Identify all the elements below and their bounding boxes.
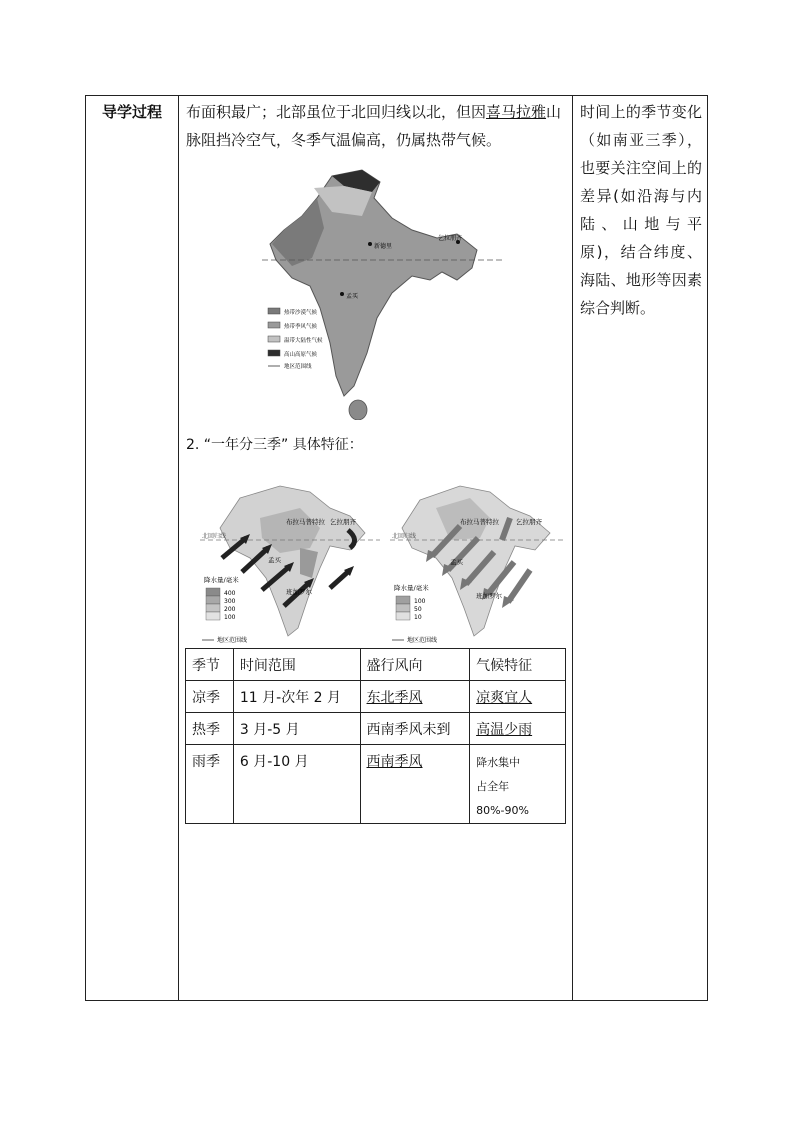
side-note: 时间上的季节变化（如南亚三季），也要关注空间上的差异(如沿海与内陆、山地与平原)，结合纬度、海陆、地形等因素综合判断。 xyxy=(580,103,702,317)
legend-boundary-label: 地区范围线 xyxy=(407,637,438,644)
legend-swatch xyxy=(206,604,220,612)
map-label-newdelhi: 新德里 xyxy=(374,243,393,250)
feature-cell: 凉爽宜人 xyxy=(470,681,566,713)
legend-swatch xyxy=(206,612,220,620)
legend-label: 地区范围线 xyxy=(284,364,312,370)
legend-label: 热带沙漠气候 xyxy=(284,310,318,316)
legend-swatch xyxy=(206,596,220,604)
legend-swatch xyxy=(396,604,410,612)
legend-value: 300 xyxy=(224,598,236,605)
header-cell: 气候特征 xyxy=(470,649,566,681)
map-label-mumbai: 孟买 xyxy=(346,293,359,300)
map-label: 乞拉朋齐 xyxy=(516,518,542,526)
time-cell: 3 月-5 月 xyxy=(233,713,360,745)
season-cell: 雨季 xyxy=(186,745,234,824)
map-label: 乞拉朋齐 xyxy=(330,518,356,526)
legend-value: 100 xyxy=(224,614,236,621)
map-land xyxy=(270,170,477,396)
legend-title: 降水量/毫米 xyxy=(394,584,429,592)
wind-cell: 西南季风 xyxy=(360,745,470,824)
tropic-label: 北回归线 xyxy=(392,533,417,540)
summer-monsoon-map xyxy=(390,478,565,648)
time-cell: 11 月-次年 2 月 xyxy=(233,681,360,713)
south-asia-climate-map xyxy=(262,168,502,420)
season-cell: 热季 xyxy=(186,713,234,745)
himalaya-term: 喜马拉雅 xyxy=(486,103,547,121)
header-cell: 季节 xyxy=(186,649,234,681)
feature-cell: 高温少雨 xyxy=(470,713,566,745)
legend-title: 降水量/毫米 xyxy=(204,576,239,584)
sri-lanka-island xyxy=(349,400,367,420)
map-land xyxy=(220,486,365,636)
item-2-heading: 2. “一年分三季” 具体特征： xyxy=(186,437,363,453)
city-marker xyxy=(368,242,372,246)
legend-label: 温带大陆性气候 xyxy=(284,338,323,344)
legend-swatch xyxy=(268,336,280,342)
seasons-table xyxy=(185,648,566,824)
legend-label: 热带季风气候 xyxy=(284,324,318,330)
map-label-cherrapunji: 乞拉朋齐 xyxy=(438,235,463,242)
table-row xyxy=(186,713,566,745)
map-label: 班加罗尔 xyxy=(286,588,312,596)
wind-cell: 东北季风 xyxy=(360,681,470,713)
legend-swatch xyxy=(396,596,410,604)
legend-value: 50 xyxy=(414,606,422,613)
header-cell: 时间范围 xyxy=(233,649,360,681)
section-label: 导学过程 xyxy=(101,103,162,121)
legend-swatch xyxy=(206,588,220,596)
column-divider-1 xyxy=(178,95,179,1001)
wind-cell: 西南季风未到 xyxy=(360,713,470,745)
legend-swatch xyxy=(268,308,280,314)
feature-line: 降水集中 xyxy=(476,756,521,769)
legend-swatch xyxy=(268,322,280,328)
table-row xyxy=(186,745,566,824)
city-marker xyxy=(340,292,344,296)
legend-value: 200 xyxy=(224,606,236,613)
intro-part1: 布面积最广；北部虽位于北回归线以北，但因 xyxy=(186,103,487,121)
intro-part2: 山脉阻挡冷空气，冬季气温偏高，仍属热带气候。 xyxy=(186,103,562,149)
map-label: 孟买 xyxy=(450,558,463,566)
map-label: 布拉马普特拉 xyxy=(286,518,325,526)
feature-line: 占全年 80%-90% xyxy=(476,780,529,817)
header-cell: 盛行风向 xyxy=(360,649,470,681)
time-cell: 6 月-10 月 xyxy=(233,745,360,824)
map-label: 布拉马普特拉 xyxy=(460,518,499,526)
table-header-row xyxy=(186,649,566,681)
table-row xyxy=(186,681,566,713)
column-divider-2 xyxy=(572,95,573,1001)
legend-swatch xyxy=(268,350,280,356)
legend-value: 400 xyxy=(224,590,236,597)
map-label: 班加罗尔 xyxy=(476,592,502,600)
map1-legend xyxy=(268,308,323,370)
map-label: 孟买 xyxy=(268,556,281,564)
season-cell: 凉季 xyxy=(186,681,234,713)
winter-monsoon-map xyxy=(200,478,380,648)
tropic-label: 北回归线 xyxy=(202,533,227,540)
legend-value: 10 xyxy=(414,614,422,621)
feature-cell xyxy=(470,745,566,824)
legend-value: 100 xyxy=(414,598,426,605)
wind-arrow xyxy=(508,570,530,602)
legend-boundary-label: 地区范围线 xyxy=(217,637,248,644)
legend-label: 高山高原气候 xyxy=(284,352,318,358)
legend-swatch xyxy=(396,612,410,620)
intro-paragraph xyxy=(186,98,568,154)
